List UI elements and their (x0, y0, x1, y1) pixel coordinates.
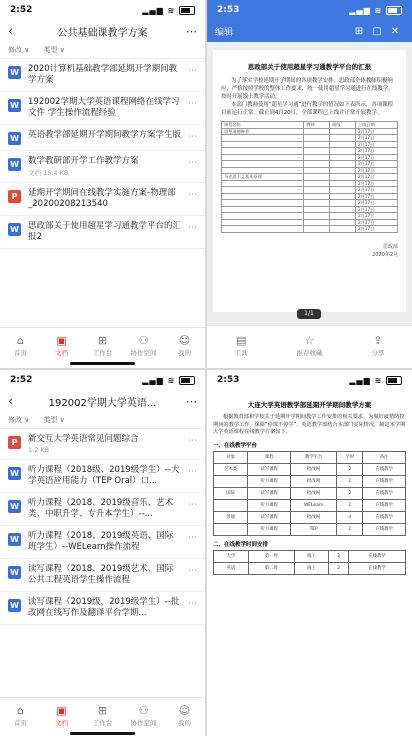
table-cell: 2月17日 (355, 135, 397, 142)
table-cell: 思想道德修养 (222, 128, 304, 135)
file-info (21, 188, 185, 210)
table-cell: 2月17日 (355, 161, 397, 168)
document-table (221, 121, 398, 233)
back-icon[interactable]: ‹ (8, 24, 13, 38)
status-bar (207, 370, 412, 390)
status-time: 2:52 (10, 375, 33, 385)
file-more-icon[interactable]: ⋯ (188, 158, 197, 168)
section-heading: 二、在线教学时间安排 (213, 541, 269, 548)
collab-icon: ⚇ (138, 704, 149, 717)
table-cell: 大学 (214, 550, 249, 562)
file-title: 数学教研部开学工作教学方案 (28, 156, 139, 166)
file-row[interactable] (0, 559, 205, 592)
pdf-file-icon: P (8, 190, 21, 203)
folder-screen-1 (0, 0, 205, 368)
document-icon: ▣ (56, 334, 67, 347)
table-cell: 线上 (294, 550, 329, 562)
close-icon[interactable]: ✕ (390, 25, 400, 37)
word-file-icon: W (8, 467, 21, 480)
pdf-page[interactable] (207, 390, 412, 581)
table-cell: 2月17日 (355, 174, 397, 181)
table-cell: 教师 (304, 122, 330, 129)
back-icon[interactable]: ‹ (8, 394, 13, 408)
share-button[interactable]: ⇪ 分享 (344, 326, 412, 368)
table-cell: 马克思主义基本原理 (222, 174, 304, 181)
table-cell: 4 (337, 511, 363, 523)
table-cell: 第二周 (248, 562, 294, 574)
file-title: 读写课程（2018、2019级艺术、国际公共工程英语学生操作流程 (28, 564, 174, 585)
file-more-icon[interactable]: ⋯ (188, 132, 197, 142)
table-cell: 在线教学 (363, 475, 406, 487)
word-file-icon: W (8, 158, 21, 171)
star-icon: ☆ (304, 334, 315, 347)
table-row (214, 451, 406, 463)
file-row[interactable] (0, 125, 205, 151)
table-cell: 2月17日 (355, 226, 397, 233)
table-cell: 批改网 (291, 511, 337, 523)
tab-home[interactable]: ⌂ 首页 (0, 328, 41, 368)
document-title: 大连大学英语教学部延期开学期间教学方案 (247, 401, 372, 409)
word-file-icon: W (8, 566, 21, 579)
collab-icon: ⚇ (138, 334, 149, 347)
table-cell: 2月17日 (355, 167, 397, 174)
table-cell: 2 (329, 550, 349, 562)
table-cell: 听力课程 (248, 499, 291, 511)
table-cell (330, 226, 356, 233)
file-row[interactable] (0, 216, 205, 249)
tab-collab[interactable]: ⚇ 协作空间 (123, 328, 164, 368)
table-cell: 批改网 (291, 487, 337, 499)
file-row[interactable] (0, 183, 205, 216)
table-cell: 艺术类 (214, 463, 248, 475)
tab-documents[interactable]: ▣ 文档 (41, 328, 82, 368)
document-table (213, 451, 406, 536)
file-row[interactable] (0, 151, 205, 183)
file-info (21, 597, 185, 619)
table-cell (214, 523, 248, 535)
table-cell: 2月17日 (355, 206, 397, 213)
table-cell: 2 (337, 499, 363, 511)
file-title: 英语教学部延期开学期间教学方案学生版 (28, 130, 182, 140)
word-file-icon: W (8, 99, 21, 112)
file-row[interactable] (0, 493, 205, 526)
table-cell: 在线教学 (363, 463, 406, 475)
table-cell: 线上 (294, 562, 329, 574)
table-cell: WELearn (291, 499, 337, 511)
table-row (214, 475, 406, 487)
file-more-icon[interactable]: ⋯ (188, 66, 197, 76)
file-info (21, 64, 185, 86)
edit-bar (207, 20, 412, 42)
file-more-icon[interactable]: ⋯ (188, 533, 197, 543)
table-cell: 2月17日 (355, 180, 397, 187)
home-icon: ⌂ (17, 704, 24, 717)
grid-icon: ⊞ (97, 334, 108, 347)
table-cell: 上线日期 (355, 122, 397, 129)
document-paragraph: 根据教育部和学校关于延期开学期间教学工作安排的相关要求，为做好疫情防控期间的教学工作，保障“停课不停学”，英语教学部结合本部门实际情况，制定本学期大学英语课程在线教学方案如下。 (213, 414, 406, 435)
table-cell: 课程名称 (222, 122, 304, 129)
document-title: 思政部关于使用超星学习通教学平台的汇报 (247, 63, 372, 71)
file-title: 延期开学期间在线教学实施方案-物理部_20200208213540 (28, 188, 176, 209)
signal-icon: ▂▄▆ ≋ (142, 376, 195, 385)
table-cell: 读写课程 (248, 487, 291, 499)
file-more-icon[interactable]: ⋯ (188, 599, 197, 609)
table-cell: 批改网 (291, 463, 337, 475)
table-cell: 2月17日 (355, 148, 397, 155)
file-more-icon[interactable]: ⋯ (188, 223, 197, 233)
file-info (21, 221, 185, 243)
table-cell: 2月17日 (355, 154, 397, 161)
table-cell: 国际 (214, 487, 248, 499)
table-cell: 2月17日 (355, 187, 397, 194)
document-signature: 思政部 2020年2月 (372, 243, 398, 258)
document-area[interactable] (207, 42, 412, 328)
grid-view-icon[interactable]: ⊞ (354, 25, 364, 37)
status-time: 2:53 (217, 375, 240, 385)
document-page (213, 50, 406, 312)
file-title: 2020计算机基础教学部延期开学期间教学方案 (28, 64, 178, 85)
word-file-icon: W (8, 599, 21, 612)
battery-icon (386, 376, 402, 385)
filter-bar (0, 42, 205, 59)
file-row[interactable] (0, 592, 205, 625)
recommend-button[interactable]: ☆ 推荐收藏 (275, 326, 343, 368)
file-row[interactable] (0, 59, 205, 92)
file-info (21, 531, 185, 553)
file-title: 192002学期大学英语课程网络在线学习文件 学生操作流程经验 (28, 97, 180, 118)
file-more-icon[interactable]: ⋯ (188, 99, 197, 109)
document-icon: ▣ (56, 704, 67, 717)
viewer-header (207, 0, 412, 42)
file-more-icon[interactable]: ⋯ (188, 500, 197, 510)
status-bar (0, 0, 205, 20)
tab-documents[interactable]: ▣ 文档 (41, 698, 82, 738)
person-icon: ☺ (178, 704, 191, 717)
nav-bar (0, 20, 205, 42)
more-icon[interactable]: ⋯ (186, 394, 197, 408)
file-meta: 1.2 KB (28, 446, 50, 454)
document-paragraph: 为了落实学校延期开学期间的各项教学安排，思政部全体教师积极响应，严格按照学校的整体工作要求，统一使用超星学习通进行在线教学，按时开展线上教学活动。 (221, 78, 394, 100)
table-cell: 班级 (330, 122, 356, 129)
table-cell: 在线教学 (349, 550, 406, 562)
table-cell: 在线教学 (363, 511, 406, 523)
table-row (214, 463, 406, 475)
table-row (214, 562, 406, 574)
file-info (21, 564, 185, 586)
status-bar (207, 0, 412, 20)
section-heading: 一、在线教学平台 (213, 442, 258, 449)
tab-home[interactable]: ⌂ 首页 (0, 698, 41, 738)
page-title: 192002学期大学英语... (48, 397, 157, 409)
file-title: 听力课程（2018、2019级英语、国际班学生）--WELearn操作流程 (28, 531, 174, 552)
file-title: 思政部关于使用超星学习通教学平台的汇报2 (28, 221, 182, 242)
word-file-icon: W (8, 132, 21, 145)
table-cell: 2月17日 (355, 128, 397, 135)
table-cell: 2 (337, 487, 363, 499)
table-row (214, 487, 406, 499)
doc-viewer-screen (207, 0, 412, 368)
table-cell: 听力课程 (248, 475, 291, 487)
folder-screen-2 (0, 370, 205, 738)
pdf-viewer-screen (207, 370, 412, 738)
page-indicator: 1/1 (297, 309, 321, 319)
tab-workbench[interactable]: ⊞ 工作台 (82, 328, 123, 368)
tab-collab[interactable]: ⚇ 协作空间 (123, 698, 164, 738)
file-list (0, 59, 205, 249)
file-info (21, 130, 185, 141)
table-cell: 读写课程 (248, 511, 291, 523)
filter-type[interactable]: 类型 ∨ (43, 46, 65, 54)
signal-icon: ▂▄▆ ≋ (349, 376, 402, 385)
table-cell: 在线教学 (363, 487, 406, 499)
word-file-icon: W (8, 500, 21, 513)
table-cell (222, 226, 304, 233)
table-cell: 读写课程 (248, 463, 291, 475)
table-cell: 2月17日 (355, 219, 397, 226)
file-list (0, 429, 205, 625)
table-cell: 在线教学 (363, 499, 406, 511)
filter-modified[interactable]: 修改 ∨ (8, 46, 30, 54)
file-row[interactable] (0, 526, 205, 559)
table-row (214, 550, 406, 562)
file-more-icon[interactable]: ⋯ (188, 436, 197, 446)
table-cell: 2月17日 (355, 200, 397, 207)
home-indicator (70, 732, 135, 735)
file-more-icon[interactable]: ⋯ (188, 566, 197, 576)
viewer-toolbar (207, 325, 412, 368)
file-info (21, 434, 185, 454)
file-title: 听力课程（2018、2019级音乐、艺术类、中职升学、专升本学生）--... (28, 498, 174, 519)
person-icon: ☺ (178, 334, 191, 347)
table-cell: 2 (337, 463, 363, 475)
table-cell: 2月17日 (355, 213, 397, 220)
edit-button[interactable]: 编辑 (215, 27, 234, 38)
tools-button[interactable]: ▤ 工具 (207, 326, 275, 368)
battery-icon (179, 376, 195, 385)
table-cell: 在线教学 (349, 562, 406, 574)
file-row[interactable] (0, 460, 205, 493)
file-info (21, 465, 185, 487)
file-row[interactable] (0, 429, 205, 460)
more-icon[interactable]: ⋯ (186, 24, 197, 38)
file-info (21, 156, 185, 177)
signal-icon: ▂▄▆ ≋ (349, 6, 402, 15)
tab-workbench[interactable]: ⊞ 工作台 (82, 698, 123, 738)
table-cell: 在线教学 (363, 523, 406, 535)
file-title: 新交互大学英语常见问题综合 (28, 434, 139, 444)
table-cell: 2月17日 (355, 141, 397, 148)
tools-icon: ▤ (235, 334, 247, 347)
file-info (21, 97, 185, 119)
file-title: 读写课程（2019级，2019级学生）--批改网在线写作及翻译平台学期... (28, 597, 180, 618)
filter-modified[interactable]: 修改 ∨ (8, 416, 30, 424)
table-cell: 教学平台 (291, 451, 337, 463)
table-cell: 听力课程 (248, 523, 291, 535)
table-row (214, 499, 406, 511)
pdf-file-icon: P (8, 436, 21, 449)
filter-bar (0, 412, 205, 429)
home-icon: ⌂ (17, 334, 24, 347)
nav-bar (0, 390, 205, 412)
status-time: 2:53 (217, 5, 240, 15)
table-row (214, 523, 406, 535)
home-indicator (70, 362, 135, 365)
filter-type[interactable]: 类型 ∨ (43, 416, 65, 424)
file-more-icon[interactable]: ⋯ (188, 190, 197, 200)
file-row[interactable] (0, 92, 205, 125)
word-file-icon: W (8, 66, 21, 79)
status-time: 2:52 (10, 5, 33, 15)
table-cell: 第一周 (248, 550, 294, 562)
table-cell: 对象 (214, 451, 248, 463)
table-cell (214, 475, 248, 487)
signal-icon: ▂▄▆ ≋ (142, 6, 195, 15)
page-title: 公共基础课教学方案 (57, 27, 148, 39)
table-cell: 批改网 (291, 475, 337, 487)
tab-me[interactable]: ☺ 我的 (164, 328, 205, 368)
word-file-icon: W (8, 533, 21, 546)
file-title: 听力课程（2018级、2019级学生）--大学英语应用能力（TEP Oral）口... (28, 465, 180, 486)
table-cell: TEP (291, 523, 337, 535)
file-meta: 文档 15.4 KB (28, 169, 69, 177)
table-cell: 2月17日 (355, 193, 397, 200)
table-cell (304, 226, 330, 233)
table-cell: 普通 (214, 511, 248, 523)
table-cell: 英语 (214, 562, 249, 574)
table-cell: 2 (337, 523, 363, 535)
table-row (214, 511, 406, 523)
table-cell: 课程 (248, 451, 291, 463)
page-icon[interactable]: ▢ (372, 25, 382, 37)
word-file-icon: W (8, 223, 21, 236)
table-cell (214, 499, 248, 511)
share-icon: ⇪ (373, 334, 383, 347)
table-row (222, 226, 398, 233)
table-cell: 学时 (337, 451, 363, 463)
document-table (213, 550, 406, 575)
grid-icon: ⊞ (97, 704, 108, 717)
document-paragraph: 本部门教师使用“超星学习通”进行教学的情况如下表所示，各项课程目前运行正常。截止到4月20日，全部课程已上线并正常开展教学。 (221, 102, 393, 116)
file-info (21, 498, 185, 520)
file-more-icon[interactable]: ⋯ (188, 467, 197, 477)
table-cell: 备注 (363, 451, 406, 463)
table-cell: 2 (329, 562, 349, 574)
tab-me[interactable]: ☺ 我的 (164, 698, 205, 738)
status-bar (0, 370, 205, 390)
battery-icon (386, 6, 402, 15)
table-cell: 2 (337, 475, 363, 487)
battery-icon (179, 6, 195, 15)
